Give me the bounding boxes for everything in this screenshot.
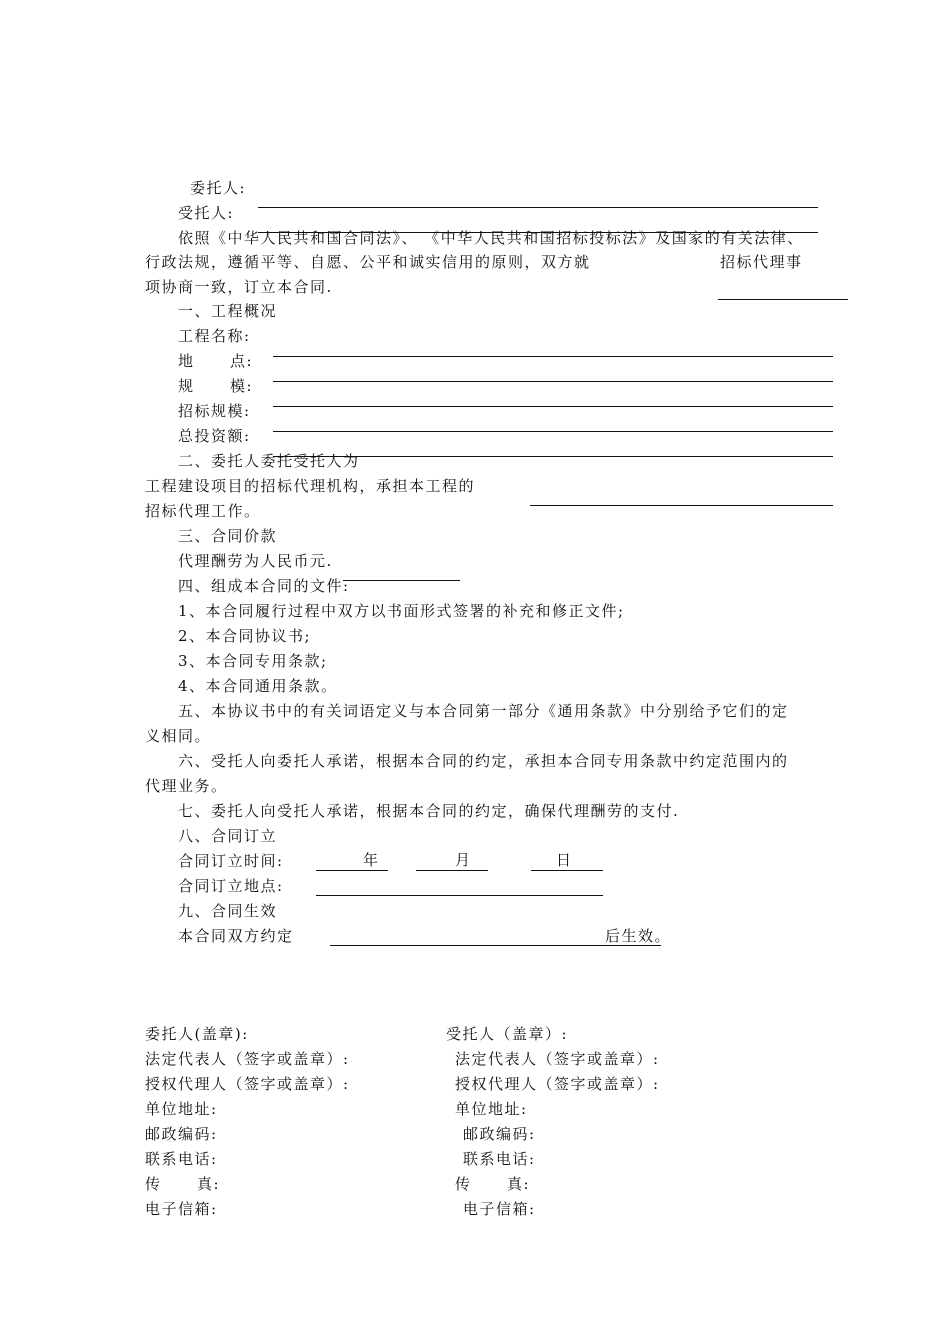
basis-line-1: 依照《中华人民共和国合同法》、 《中华人民共和国招标投标法》及国家的有关法律、: [178, 229, 804, 247]
right-legal-rep-label: 法定代表人（签字或盖章）:: [455, 1050, 660, 1068]
location-line: [273, 381, 833, 382]
location-label-a: 地: [178, 352, 195, 370]
effect-condition-line: [330, 945, 661, 946]
signing-place-label: 合同订立地点:: [178, 877, 284, 895]
section2-blank-line: [530, 505, 833, 506]
left-fax-label-a: 传: [145, 1175, 162, 1193]
right-authorized-label: 授权代理人（签字或盖章）:: [455, 1075, 660, 1093]
scale-line: [273, 406, 833, 407]
signing-place-line: [316, 895, 603, 896]
left-email-label: 电子信箱:: [145, 1200, 218, 1218]
left-postcode-label: 邮政编码:: [145, 1125, 218, 1143]
section2-line-3: 招标代理工作。: [145, 502, 261, 520]
right-address-label: 单位地址:: [455, 1100, 528, 1118]
bid-scale-label: 招标规模:: [178, 402, 251, 420]
basis-line-2b: 招标代理事: [720, 253, 803, 271]
left-address-label: 单位地址:: [145, 1100, 218, 1118]
section2-line-1: 二、委托人委托受托人为: [178, 452, 360, 470]
section6-line-2: 代理业务。: [145, 777, 228, 795]
document-item-2: 2、本合同协议书;: [178, 627, 312, 645]
day-label: 日: [556, 851, 573, 869]
document-item-4: 4、本合同通用条款。: [178, 677, 338, 695]
month-line: [416, 870, 488, 871]
fee-text: 代理酬劳为人民币元.: [178, 552, 333, 570]
section4-title: 四、组成本合同的文件:: [178, 577, 350, 595]
fee-blank-line: [343, 580, 460, 581]
year-line: [316, 870, 388, 871]
location-label-b: 点:: [230, 352, 254, 370]
principal-label: 委托人:: [190, 179, 247, 197]
left-fax-label-b: 真:: [197, 1175, 221, 1193]
effect-text-b: 后生效。: [605, 927, 672, 945]
bid-scale-line: [273, 431, 833, 432]
signing-time-label: 合同订立时间:: [178, 852, 284, 870]
right-party-label: 受托人（盖章）:: [446, 1025, 569, 1043]
section7-line-1: 七、委托人向受托人承诺，根据本合同的约定，确保代理酬劳的支付.: [178, 802, 680, 820]
section9-title: 九、合同生效: [178, 902, 278, 920]
left-phone-label: 联系电话:: [145, 1150, 218, 1168]
principal-blank-line: [258, 207, 818, 208]
left-party-label: 委托人(盖章):: [145, 1025, 249, 1043]
project-name-line: [273, 356, 833, 357]
right-phone-label: 联系电话:: [463, 1150, 536, 1168]
project-name-label: 工程名称:: [178, 327, 251, 345]
section8-title: 八、合同订立: [178, 827, 278, 845]
total-investment-label: 总投资额:: [178, 427, 251, 445]
scale-label-b: 模:: [230, 377, 254, 395]
document-item-3: 3、本合同专用条款;: [178, 652, 328, 670]
month-label: 月: [455, 851, 472, 869]
section1-title: 一、工程概况: [178, 302, 278, 320]
section2-line-2: 工程建设项目的招标代理机构，承担本工程的: [145, 477, 476, 495]
left-legal-rep-label: 法定代表人（签字或盖章）:: [145, 1050, 350, 1068]
document-item-1: 1、本合同履行过程中双方以书面形式签署的补充和修正文件;: [178, 602, 625, 620]
right-fax-label-a: 传: [455, 1175, 472, 1193]
left-authorized-label: 授权代理人（签字或盖章）:: [145, 1075, 350, 1093]
basis-line-3: 项协商一致，订立本合同.: [145, 278, 333, 296]
section5-line-1: 五、本协议书中的有关词语定义与本合同第一部分《通用条款》中分别给予它们的定: [178, 702, 789, 720]
project-blank-line: [718, 299, 848, 300]
section5-line-2: 义相同。: [145, 727, 212, 745]
section3-title: 三、合同价款: [178, 527, 278, 545]
year-label: 年: [363, 851, 380, 869]
scale-label-a: 规: [178, 377, 195, 395]
basis-line-2a: 行政法规，遵循平等、自愿、公平和诚实信用的原则，双方就: [145, 253, 591, 271]
right-fax-label-b: 真:: [507, 1175, 531, 1193]
right-email-label: 电子信箱:: [463, 1200, 536, 1218]
agent-label: 受托人:: [178, 204, 235, 222]
effect-text-a: 本合同双方约定: [178, 927, 294, 945]
right-postcode-label: 邮政编码:: [463, 1125, 536, 1143]
section6-line-1: 六、受托人向委托人承诺，根据本合同的约定，承担本合同专用条款中约定范围内的: [178, 752, 789, 770]
day-line: [531, 870, 603, 871]
